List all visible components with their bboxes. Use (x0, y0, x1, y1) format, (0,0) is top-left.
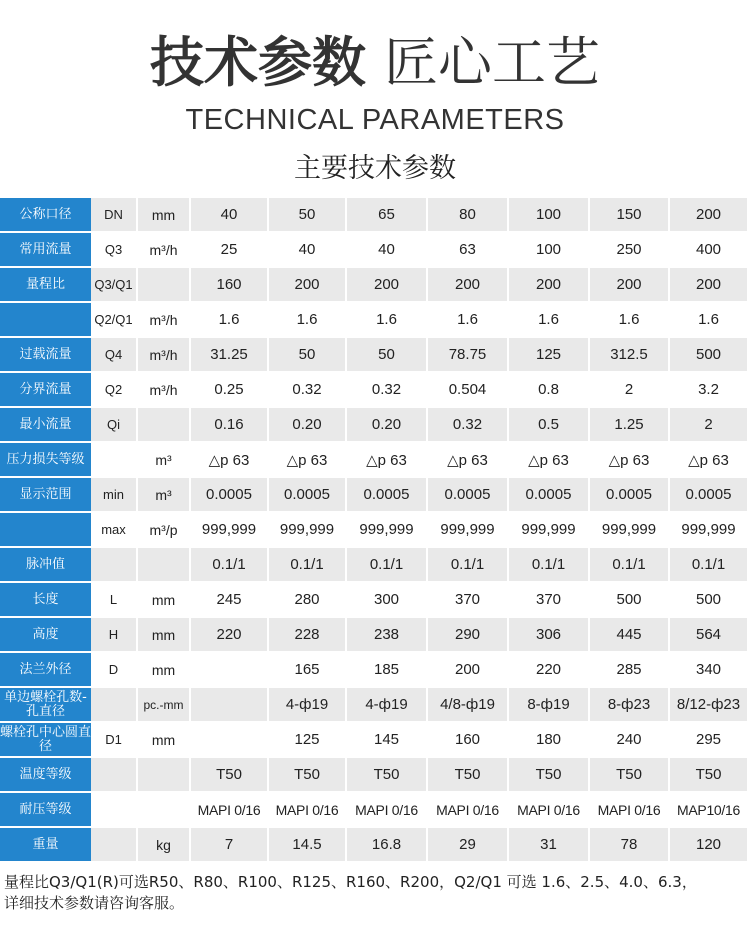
row-symbol: Q2/Q1 (91, 302, 137, 337)
value-cell: 0.5 (508, 407, 589, 442)
value-cell: 0.0005 (669, 477, 748, 512)
value-cell: 500 (669, 337, 748, 372)
row-symbol (91, 687, 137, 722)
value-cell: 25 (190, 232, 268, 267)
value-cell: 0.20 (268, 407, 346, 442)
table-heading: 主要技术参数 (294, 153, 456, 184)
value-cell: 240 (589, 722, 669, 757)
value-cell: 0.0005 (589, 477, 669, 512)
row-label: 螺栓孔中心圆直径 (0, 722, 91, 757)
table-row (0, 582, 748, 617)
row-unit: mm (137, 652, 190, 687)
value-cell: T50 (508, 757, 589, 792)
row-unit: m³/h (137, 337, 190, 372)
table-row (0, 757, 748, 792)
value-cell: 0.1/1 (508, 547, 589, 582)
value-cell: 999,999 (427, 512, 508, 547)
row-label: 重量 (0, 827, 91, 862)
value-cell: 78 (589, 827, 669, 862)
value-cell: 0.1/1 (589, 547, 669, 582)
value-cell: 16.8 (346, 827, 427, 862)
value-cell: 0.0005 (346, 477, 427, 512)
row-unit (137, 792, 190, 827)
value-cell: T50 (346, 757, 427, 792)
value-cell: 8-ф23 (589, 687, 669, 722)
value-cell: MAPI 0/16 (346, 792, 427, 827)
value-cell: 180 (508, 722, 589, 757)
value-cell: 165 (268, 652, 346, 687)
row-unit: m³/h (137, 372, 190, 407)
row-symbol: L (91, 582, 137, 617)
value-cell: 120 (669, 827, 748, 862)
value-cell: 200 (669, 198, 748, 232)
value-cell: 306 (508, 617, 589, 652)
row-unit: mm (137, 582, 190, 617)
row-label: 单边螺栓孔数-孔直径 (0, 687, 91, 722)
value-cell: T50 (589, 757, 669, 792)
value-cell: 238 (346, 617, 427, 652)
value-cell: 0.504 (427, 372, 508, 407)
value-cell: 228 (268, 617, 346, 652)
value-cell: 250 (589, 232, 669, 267)
value-cell: 40 (190, 198, 268, 232)
row-symbol: D (91, 652, 137, 687)
table-row (0, 827, 748, 862)
row-symbol: Qi (91, 407, 137, 442)
value-cell: 100 (508, 232, 589, 267)
value-cell: 65 (346, 198, 427, 232)
table-row (0, 547, 748, 582)
value-cell: 50 (268, 337, 346, 372)
table-row (0, 302, 748, 337)
value-cell: 0.32 (346, 372, 427, 407)
value-cell: 564 (669, 617, 748, 652)
value-cell: 0.32 (427, 407, 508, 442)
row-label: 分界流量 (0, 372, 91, 407)
value-cell: △p 63 (508, 442, 589, 477)
value-cell: 340 (669, 652, 748, 687)
row-unit (137, 757, 190, 792)
value-cell: 500 (669, 582, 748, 617)
value-cell: 245 (190, 582, 268, 617)
value-cell: 63 (427, 232, 508, 267)
row-unit: mm (137, 198, 190, 232)
row-unit: m³/p (137, 512, 190, 547)
row-unit: m³ (137, 477, 190, 512)
value-cell (190, 652, 268, 687)
value-cell: 999,999 (508, 512, 589, 547)
value-cell: MAPI 0/16 (268, 792, 346, 827)
table-row (0, 337, 748, 372)
table-row (0, 407, 748, 442)
value-cell: △p 63 (190, 442, 268, 477)
row-symbol: H (91, 617, 137, 652)
table-row (0, 267, 748, 302)
value-cell: 312.5 (589, 337, 669, 372)
value-cell: 0.25 (190, 372, 268, 407)
row-label: 法兰外径 (0, 652, 91, 687)
value-cell: 285 (589, 652, 669, 687)
value-cell: 3.2 (669, 372, 748, 407)
value-cell: 999,999 (589, 512, 669, 547)
value-cell: T50 (190, 757, 268, 792)
value-cell: 50 (268, 198, 346, 232)
value-cell: 160 (427, 722, 508, 757)
row-label (0, 512, 91, 547)
footnote (4, 872, 748, 914)
value-cell: 50 (346, 337, 427, 372)
value-cell (190, 722, 268, 757)
page-title (0, 28, 750, 98)
value-cell: △p 63 (589, 442, 669, 477)
title-english: TECHNICAL PARAMETERS (185, 104, 565, 136)
row-symbol: Q2 (91, 372, 137, 407)
value-cell: 1.6 (427, 302, 508, 337)
title-thin: 匠心工艺 (384, 31, 600, 94)
value-cell: 200 (268, 267, 346, 302)
value-cell: 200 (508, 267, 589, 302)
value-cell: 0.1/1 (346, 547, 427, 582)
value-cell: 2 (669, 407, 748, 442)
table-row (0, 232, 748, 267)
value-cell: 31 (508, 827, 589, 862)
row-label: 长度 (0, 582, 91, 617)
row-unit: mm (137, 722, 190, 757)
row-unit: m³/h (137, 232, 190, 267)
table-row (0, 792, 748, 827)
value-cell: △p 63 (427, 442, 508, 477)
value-cell: 1.6 (268, 302, 346, 337)
value-cell: 445 (589, 617, 669, 652)
row-unit: pc.-mm (137, 687, 190, 722)
value-cell: 14.5 (268, 827, 346, 862)
value-cell: 40 (346, 232, 427, 267)
value-cell: MAPI 0/16 (589, 792, 669, 827)
value-cell: 200 (427, 652, 508, 687)
value-cell: 40 (268, 232, 346, 267)
value-cell: 185 (346, 652, 427, 687)
row-symbol: min (91, 477, 137, 512)
row-label: 高度 (0, 617, 91, 652)
row-label: 常用流量 (0, 232, 91, 267)
value-cell: 29 (427, 827, 508, 862)
value-cell: 100 (508, 198, 589, 232)
value-cell: △p 63 (669, 442, 748, 477)
row-symbol (91, 827, 137, 862)
table-row (0, 687, 748, 722)
value-cell: 78.75 (427, 337, 508, 372)
value-cell: 200 (346, 267, 427, 302)
value-cell: 125 (508, 337, 589, 372)
value-cell: 0.1/1 (190, 547, 268, 582)
footnote-line-2: 详细技术参数请咨询客服。 (4, 894, 185, 912)
value-cell: 0.32 (268, 372, 346, 407)
value-cell: 200 (589, 267, 669, 302)
row-unit: m³/h (137, 302, 190, 337)
value-cell: 0.8 (508, 372, 589, 407)
value-cell: 145 (346, 722, 427, 757)
value-cell: T50 (669, 757, 748, 792)
row-unit (137, 267, 190, 302)
value-cell: T50 (427, 757, 508, 792)
table-row (0, 512, 748, 547)
value-cell: MAPI 0/16 (508, 792, 589, 827)
value-cell: 0.16 (190, 407, 268, 442)
table-row (0, 442, 748, 477)
value-cell: △p 63 (268, 442, 346, 477)
value-cell: 0.20 (346, 407, 427, 442)
row-symbol (91, 792, 137, 827)
value-cell: 1.6 (190, 302, 268, 337)
table-row (0, 372, 748, 407)
value-cell: 1.6 (669, 302, 748, 337)
value-cell: 0.0005 (190, 477, 268, 512)
value-cell: 290 (427, 617, 508, 652)
row-unit: m³ (137, 442, 190, 477)
value-cell: 2 (589, 372, 669, 407)
value-cell: 200 (427, 267, 508, 302)
value-cell: 80 (427, 198, 508, 232)
value-cell: 280 (268, 582, 346, 617)
table-row (0, 477, 748, 512)
value-cell: 0.0005 (508, 477, 589, 512)
row-label: 最小流量 (0, 407, 91, 442)
row-unit: kg (137, 827, 190, 862)
footnote-line-1: 量程比Q3/Q1(R)可选R50、R80、R100、R125、R160、R200，Q2/Q1 可选 1.6、2.5、4.0、6.3， (4, 873, 697, 891)
row-label: 量程比 (0, 267, 91, 302)
value-cell: 0.0005 (268, 477, 346, 512)
value-cell: 150 (589, 198, 669, 232)
value-cell: 8/12-ф23 (669, 687, 748, 722)
row-symbol: Q3 (91, 232, 137, 267)
row-symbol (91, 547, 137, 582)
value-cell: △p 63 (346, 442, 427, 477)
row-unit (137, 407, 190, 442)
value-cell: 300 (346, 582, 427, 617)
value-cell: T50 (268, 757, 346, 792)
row-symbol: D1 (91, 722, 137, 757)
value-cell: 0.0005 (427, 477, 508, 512)
value-cell: 0.1/1 (268, 547, 346, 582)
value-cell: 220 (190, 617, 268, 652)
value-cell: 4-ф19 (268, 687, 346, 722)
value-cell: 200 (669, 267, 748, 302)
value-cell: MAPI 0/16 (427, 792, 508, 827)
value-cell: 1.6 (508, 302, 589, 337)
table-row (0, 617, 748, 652)
row-unit (137, 547, 190, 582)
row-label: 耐压等级 (0, 792, 91, 827)
value-cell: 400 (669, 232, 748, 267)
row-unit: mm (137, 617, 190, 652)
value-cell: 8-ф19 (508, 687, 589, 722)
value-cell: 31.25 (190, 337, 268, 372)
value-cell: MAP10/16 (669, 792, 748, 827)
row-label: 压力损失等级 (0, 442, 91, 477)
value-cell: 0.1/1 (669, 547, 748, 582)
value-cell: 1.6 (346, 302, 427, 337)
parameters-table (0, 198, 749, 863)
value-cell: 4-ф19 (346, 687, 427, 722)
row-symbol: DN (91, 198, 137, 232)
row-label: 温度等级 (0, 757, 91, 792)
row-label: 脉冲值 (0, 547, 91, 582)
value-cell: 999,999 (346, 512, 427, 547)
value-cell: 7 (190, 827, 268, 862)
value-cell: 125 (268, 722, 346, 757)
row-symbol: max (91, 512, 137, 547)
value-cell: 160 (190, 267, 268, 302)
value-cell: 999,999 (190, 512, 268, 547)
value-cell: 295 (669, 722, 748, 757)
row-label (0, 302, 91, 337)
value-cell: 4/8-ф19 (427, 687, 508, 722)
value-cell: 220 (508, 652, 589, 687)
value-cell: 999,999 (268, 512, 346, 547)
value-cell: 370 (427, 582, 508, 617)
value-cell: 1.25 (589, 407, 669, 442)
value-cell: 370 (508, 582, 589, 617)
row-symbol (91, 442, 137, 477)
table-row (0, 722, 748, 757)
value-cell (190, 687, 268, 722)
value-cell: 999,999 (669, 512, 748, 547)
value-cell: 1.6 (589, 302, 669, 337)
title-bold: 技术参数 (150, 31, 366, 94)
row-symbol: Q3/Q1 (91, 267, 137, 302)
row-symbol (91, 757, 137, 792)
value-cell: 500 (589, 582, 669, 617)
table-row (0, 652, 748, 687)
row-label: 过载流量 (0, 337, 91, 372)
table-row (0, 198, 748, 232)
row-label: 公称口径 (0, 198, 91, 232)
row-label: 显示范围 (0, 477, 91, 512)
row-symbol: Q4 (91, 337, 137, 372)
value-cell: MAPI 0/16 (190, 792, 268, 827)
value-cell: 0.1/1 (427, 547, 508, 582)
